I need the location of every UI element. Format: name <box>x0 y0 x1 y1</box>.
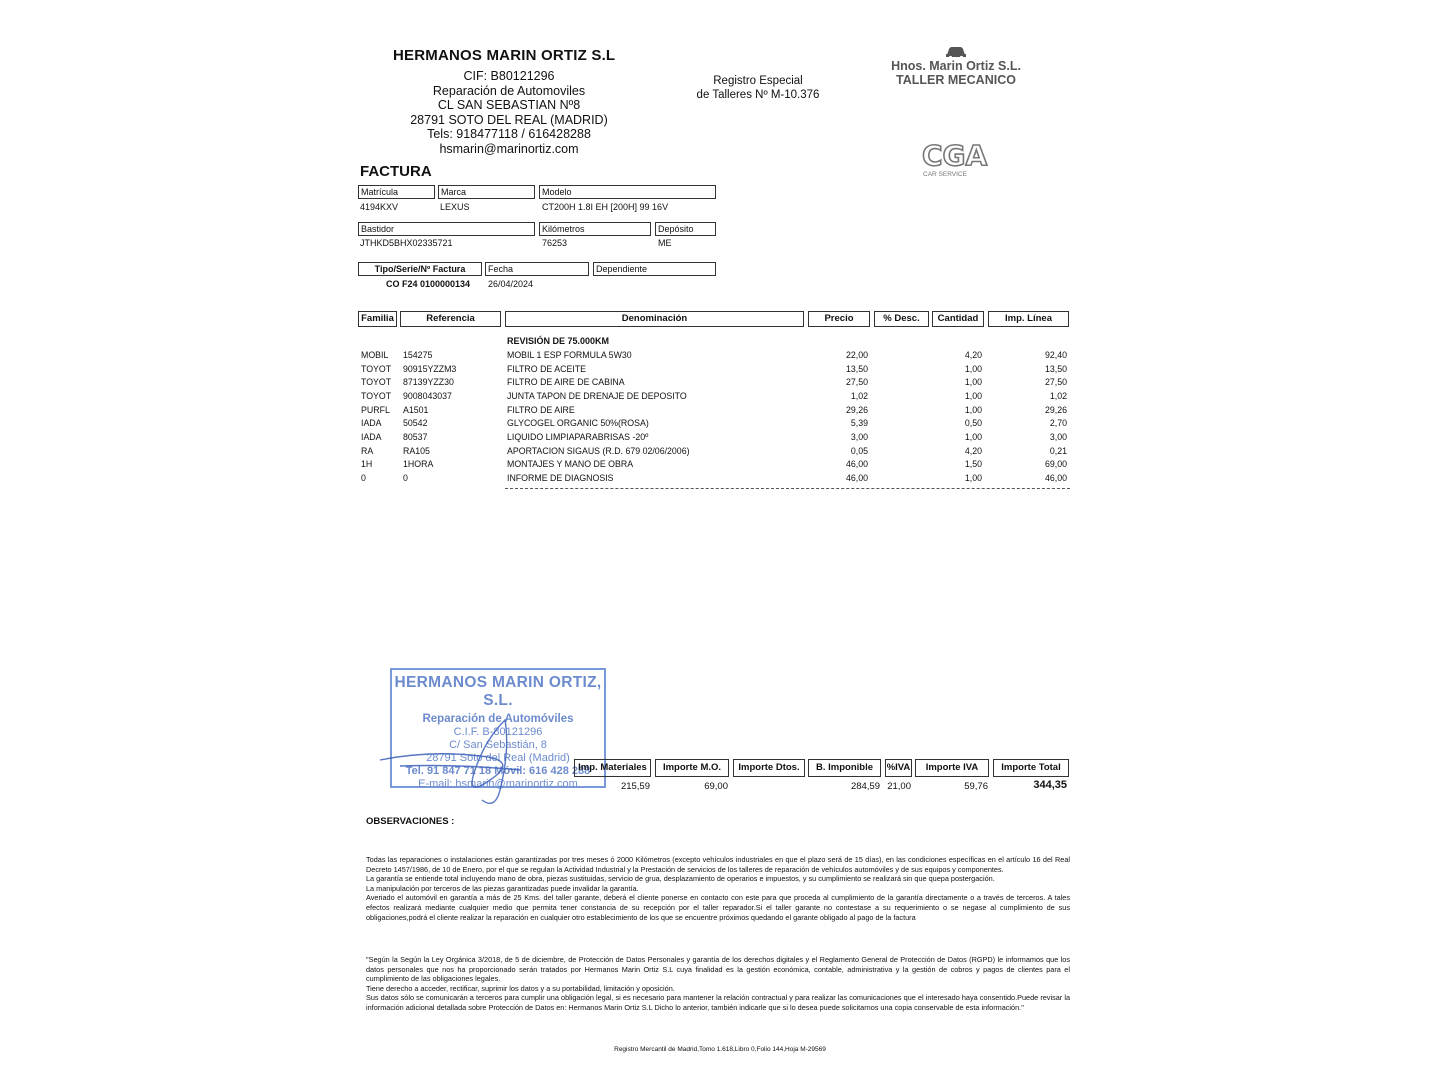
cell-importe: 92,40 <box>1044 350 1067 360</box>
table-row <box>0 459 1440 472</box>
table-row <box>0 377 1440 390</box>
company-street: CL SAN SEBASTIAN Nº8 <box>437 98 581 112</box>
cell-familia: TOYOT <box>361 377 392 387</box>
cell-familia: 1H <box>361 459 373 469</box>
value-fecha: 26/04/2024 <box>488 279 534 289</box>
value-kilometros: 76253 <box>542 238 568 248</box>
cell-familia: IADA <box>361 418 382 428</box>
cell-familia: TOYOT <box>361 391 392 401</box>
value-base-imponible: 284,59 <box>850 781 880 792</box>
th-precio: Precio <box>808 311 870 327</box>
th-iva-pct: %IVA <box>885 759 912 777</box>
cell-importe: 27,50 <box>1044 377 1067 387</box>
cell-familia: 0 <box>361 473 366 483</box>
stamp-line3: C.I.F. B-80121296 <box>453 726 543 738</box>
th-imp-materiales: Imp. Materiales <box>574 759 651 777</box>
table-row <box>0 405 1440 418</box>
stamp-line1: HERMANOS MARIN ORTIZ, S.L. <box>394 674 602 709</box>
company-cif: CIF: B80121296 <box>463 69 555 83</box>
data-protection-notice: "Según la Según la Ley Orgánica 3/2018, de 5 de diciembre, de Protección de Datos Personales y garantía de los derechos digitales y el Reglamento General de Protección de Datos (RGPD) le informamos que los datos personales que nos ha proporcionado serán tratados por Hermanos Marin Ortiz S.L cuya finalidad es la gestión económica, contable, administrativa y la gestión de cobros y pagos de clientes para el cumplimiento de las obligaciones legales. Tiene derecho a acceder, rectificar, suprimir los datos y a su portabilidad, limitación y oposición. Sus datos sólo se comunicarán a terceros para cumplir una obligación legal, si es necesario para mantener la relación contractual y para realizar las comunicaciones que el interesado haya consentido.Puede revisar la información adicional detallada sobre Protección de Datos en: Hermanos Marin Ortiz S.L Dicho lo anterior, también indicarle que si lo desea puede solicitarnos una copia conservable de esta información." <box>366 955 1070 1012</box>
cell-importe: 69,00 <box>1044 459 1067 469</box>
cell-referencia: 0 <box>403 473 408 483</box>
cell-precio: 5,39 <box>850 418 868 428</box>
cell-denominacion: FILTRO DE ACEITE <box>507 364 587 374</box>
cga-logo-text: CGA <box>922 140 988 170</box>
cell-referencia: 87139YZZ30 <box>403 377 454 387</box>
cell-precio: 1,02 <box>850 391 868 401</box>
cell-importe: 0,21 <box>1049 446 1067 456</box>
th-importe-dtos: Importe Dtos. <box>733 759 805 777</box>
cell-precio: 46,00 <box>845 473 868 483</box>
table-row <box>0 473 1440 486</box>
value-imp-materiales: 215,59 <box>620 781 650 792</box>
cell-cantidad: 4,20 <box>964 446 982 456</box>
cell-precio: 27,50 <box>845 377 868 387</box>
company-city: 28791 SOTO DEL REAL (MADRID) <box>410 113 608 127</box>
cell-denominacion: MONTAJES Y MANO DE OBRA <box>507 459 634 469</box>
invoice-title: FACTURA <box>360 163 432 180</box>
label-matricula: Matrícula <box>358 185 435 199</box>
cell-precio: 22,00 <box>845 350 868 360</box>
label-bastidor: Bastidor <box>358 222 535 236</box>
cell-importe: 1,02 <box>1049 391 1067 401</box>
th-importe-total: Importe Total <box>993 759 1069 777</box>
th-desc: % Desc. <box>874 311 929 327</box>
cell-referencia: 154275 <box>403 350 433 360</box>
cell-cantidad: 0,50 <box>964 418 982 428</box>
company-phones: Tels: 918477118 / 616428288 <box>427 127 591 141</box>
cell-denominacion: JUNTA TAPON DE DRENAJE DE DEPOSITO <box>507 391 687 401</box>
cell-importe: 46,00 <box>1044 473 1067 483</box>
value-marca: LEXUS <box>440 202 470 212</box>
table-end-divider <box>505 488 1070 489</box>
cell-referencia: 50542 <box>403 418 428 428</box>
cell-precio: 29,26 <box>845 405 868 415</box>
registro-especial <box>688 75 828 102</box>
cell-referencia: 9008043037 <box>403 391 452 401</box>
cell-cantidad: 1,00 <box>964 405 982 415</box>
value-importe-iva: 59,76 <box>964 781 988 792</box>
cell-referencia: 80537 <box>403 432 428 442</box>
stamp-line6: Tel. 91 847 71 18 Móvil: 616 428 288 <box>405 765 591 777</box>
value-invoice-number: CO F24 0100000134 <box>386 279 471 289</box>
table-row <box>0 364 1440 377</box>
cga-logo <box>920 140 1040 178</box>
company-email: hsmarin@marinortiz.com <box>439 142 579 156</box>
table-row <box>0 391 1440 404</box>
cell-denominacion: FILTRO DE AIRE DE CABINA <box>507 377 625 387</box>
cga-subtitle: CAR SERVICE <box>923 171 967 178</box>
cell-referencia: RA105 <box>403 446 430 456</box>
th-importe-mo: Importe M.O. <box>655 759 729 777</box>
th-familia: Familia <box>358 311 397 327</box>
cell-cantidad: 1,00 <box>964 473 982 483</box>
cell-denominacion: GLYCOGEL ORGANIC 50%(ROSA) <box>507 418 649 428</box>
cell-familia: PURFL <box>361 405 390 415</box>
label-marca: Marca <box>438 185 535 199</box>
table-row <box>0 432 1440 445</box>
cell-familia: TOYOT <box>361 364 392 374</box>
registro-line2: de Talleres Nº M-10.376 <box>696 88 820 101</box>
stamp-line7: E-mail: hsmarin@marinortiz.com <box>418 778 578 790</box>
label-fecha: Fecha <box>485 262 589 276</box>
th-importe-iva: Importe IVA <box>915 759 989 777</box>
cell-denominacion: INFORME DE DIAGNOSIS <box>507 473 614 483</box>
section-title: REVISIÓN DE 75.000KM <box>507 336 610 346</box>
value-iva-pct: 21,00 <box>887 781 911 792</box>
th-base-imponible: B. Imponible <box>808 759 881 777</box>
cell-importe: 2,70 <box>1049 418 1067 428</box>
cell-familia: MOBIL <box>361 350 389 360</box>
th-cantidad: Cantidad <box>932 311 984 327</box>
observaciones-label: OBSERVACIONES : <box>366 816 455 827</box>
logo-line2: TALLER MECANICO <box>896 73 1016 87</box>
value-bastidor: JTHKD5BHX02335721 <box>360 238 453 248</box>
value-deposito: ME <box>658 238 672 248</box>
cell-precio: 3,00 <box>850 432 868 442</box>
cell-referencia: 90915YZZM3 <box>403 364 457 374</box>
cell-denominacion: MOBIL 1 ESP FORMULA 5W30 <box>507 350 632 360</box>
cell-denominacion: LIQUIDO LIMPIAPARABRISAS -20º <box>507 432 649 442</box>
cell-referencia: 1HORA <box>403 459 434 469</box>
cga-logo-mark <box>920 140 1000 170</box>
cell-cantidad: 1,00 <box>964 364 982 374</box>
cell-referencia: A1501 <box>403 405 429 415</box>
stamp-line5: 28791 Soto del Real (Madrid) <box>426 752 570 764</box>
cell-importe: 13,50 <box>1044 364 1067 374</box>
label-dependiente: Dependiente <box>593 262 716 276</box>
cell-familia: IADA <box>361 432 382 442</box>
company-activity: Reparación de Automoviles <box>432 84 586 98</box>
value-importe-mo: 69,00 <box>704 781 728 792</box>
label-tipo-serie: Tipo/Serie/Nº Factura <box>358 262 482 276</box>
registro-line1: Registro Especial <box>713 75 803 87</box>
stamp-line2: Reparación de Automóviles <box>422 713 574 725</box>
stamp-line4: C/ San Sebastián, 8 <box>449 739 547 751</box>
cell-cantidad: 1,50 <box>964 459 982 469</box>
cell-cantidad: 1,00 <box>964 432 982 442</box>
logo-line1: Hnos. Marin Ortiz S.L. <box>891 59 1021 73</box>
signature <box>370 680 610 820</box>
car-icon <box>944 45 968 59</box>
th-referencia: Referencia <box>400 311 501 327</box>
value-importe-total: 344,35 <box>1033 779 1067 791</box>
th-denominacion: Denominación <box>505 311 804 327</box>
label-modelo: Modelo <box>539 185 716 199</box>
registro-mercantil-footer: Registro Mercantil de Madrid,Tomo 1.618,Libro 0,Folio 144,Hoja M-29569 <box>614 1046 826 1053</box>
value-modelo: CT200H 1.8I EH [200H] 99 16V <box>542 202 669 212</box>
cell-cantidad: 1,00 <box>964 377 982 387</box>
cell-importe: 3,00 <box>1049 432 1067 442</box>
table-row <box>0 350 1440 363</box>
cell-cantidad: 1,00 <box>964 391 982 401</box>
table-row <box>0 446 1440 459</box>
cell-precio: 0,05 <box>850 446 868 456</box>
cell-denominacion: FILTRO DE AIRE <box>507 405 575 415</box>
th-imp-linea: Imp. Línea <box>988 311 1069 327</box>
label-kilometros: Kilómetros <box>539 222 651 236</box>
cell-denominacion: APORTACION SIGAUS (R.D. 679 02/06/2006) <box>507 446 690 456</box>
cell-precio: 46,00 <box>845 459 868 469</box>
warranty-conditions: Todas las reparaciones o instalaciones están garantizadas por tres meses ó 2000 Kilómetros (excepto vehículos industriales en que el plazo será de 15 días), en las condiciones específicas en el artículo 16 del Real Decreto 1457/1986, de 10 de Enero, por el que se regulan la Actividad Industrial y la Prestación de servicios de los talleres de reparación de vehículos automóviles y de sus equipos y componentes. La garantía se entiende total incluyendo mano de obra, piezas sustituidas, servicio de grua, desplazamiento de operarios e impuestos, y su cumplimiento se realizará sin que quepa postergación. La manipulación por terceros de las piezas garantizadas puede invalidar la garantía. Averiado el automóvil en garantía a más de 25 Kms. del taller garante, deberá el cliente ponerse en contacto con este para que proceda al cumplimiento de la garantía directamente o a través de terceros. A tales efectos realizará mediante cualquier medio que permita tener constancia de su recepción por el taller reparador.Si el taller garante no contestase a su requerimiento o se negase al cumplimiento de sus obligaciones,podrá el cliente realizar la reparación en cualquier otro establecimiento de los que se encuentre próximos quedando el garante obligado al pago de la factura <box>366 855 1070 922</box>
cell-cantidad: 4,20 <box>964 350 982 360</box>
cell-importe: 29,26 <box>1044 405 1067 415</box>
cell-precio: 13,50 <box>845 364 868 374</box>
label-deposito: Depósito <box>655 222 716 236</box>
table-row <box>0 418 1440 431</box>
company-name: HERMANOS MARIN ORTIZ S.L <box>393 47 616 64</box>
marin-ortiz-logo <box>880 45 1032 87</box>
cell-familia: RA <box>361 446 374 456</box>
value-matricula: 4194KXV <box>360 202 399 212</box>
